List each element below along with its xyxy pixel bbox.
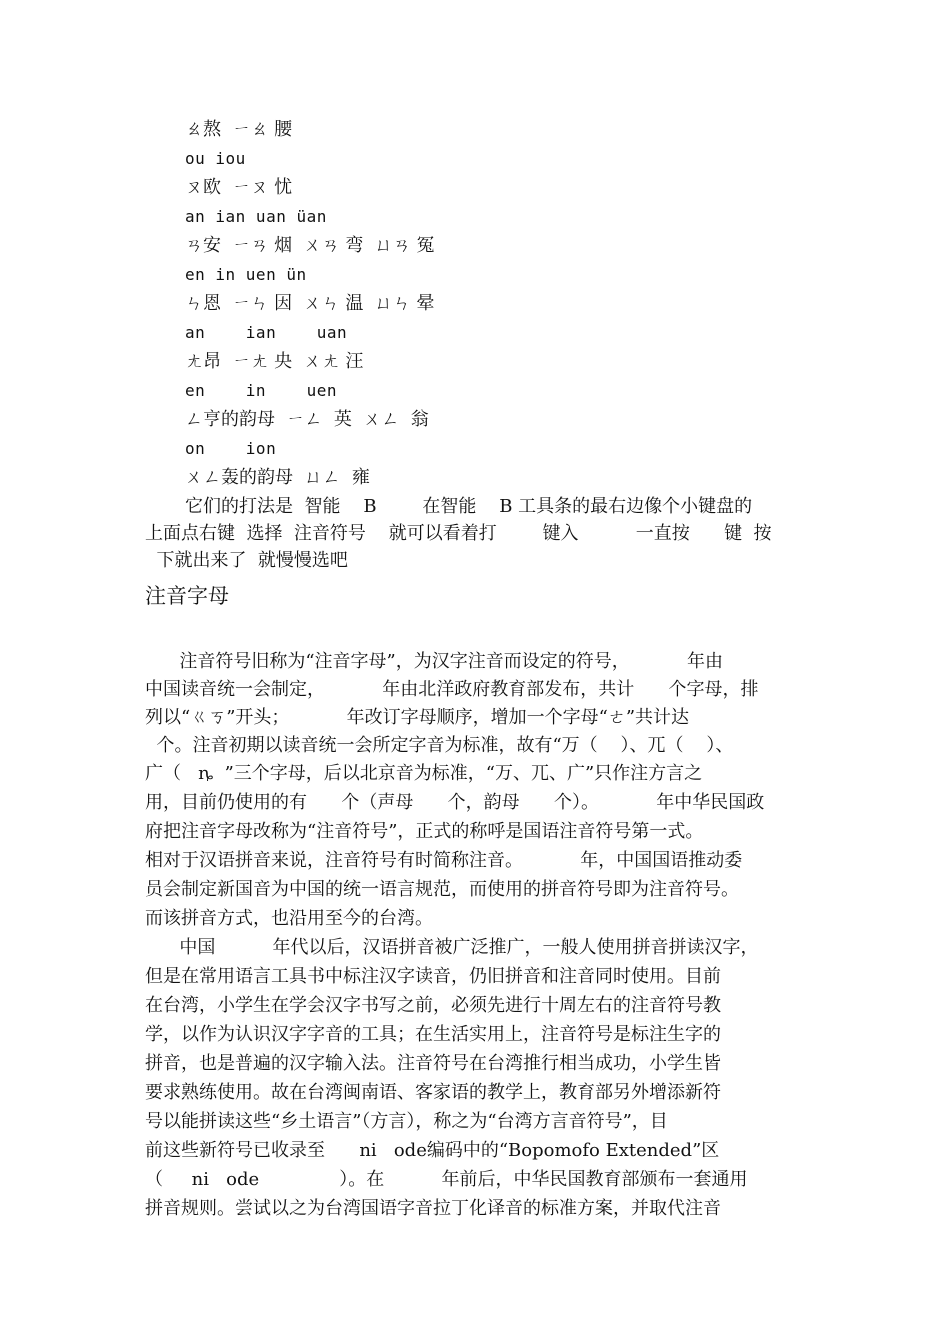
list-line: ㄡ欧 ㄧㄡ 忧 (185, 177, 293, 198)
list-line: ㄨㄥ轰的韵母 ㄩㄥ 雍 (185, 467, 370, 488)
body-line: 中国读音统一会制定， 年由北洋政府教育部发布，共计 个字母，排 (145, 679, 759, 700)
body-line: 注音符号旧称为“注音字母”，为汉字注音而设定的符号， 年由 (145, 651, 723, 672)
body-line: 而该拼音方式，也沿用至今的台湾。 (145, 908, 433, 929)
list-line: ㄣ恩 ㄧㄣ 因 ㄨㄣ 温 ㄩㄣ 晕 (185, 293, 435, 314)
body-line: 号以能拼读这些“乡土语言”（方言），称之为“台湾方言音符号”，目 (145, 1111, 668, 1132)
list-line: en in uen (185, 381, 337, 400)
body-line: 拼音规则。尝试以之为台湾国语字音拉丁化译音的标准方案，并取代注音 (145, 1198, 721, 1219)
instruction-line: 下就出来了 就慢慢选吧 (145, 550, 348, 571)
body-line: 府把注音字母改称为“注音符号”，正式的称呼是国语注音符号第一式。 (145, 821, 704, 842)
instruction-line: 它们的打法是 智能 B 在智能 B 工具条的最右边像个小键盘的 (185, 496, 753, 517)
section-title: 注音字母 (145, 584, 229, 608)
body-line: 学，以作为认识汉字字音的工具；在生活实用上，注音符号是标注生字的 (145, 1024, 721, 1045)
list-line: on ion (185, 439, 277, 458)
list-line: an ian uan (185, 323, 348, 342)
list-line: ㄤ昂 ㄧㄤ 央 ㄨㄤ 汪 (185, 351, 364, 372)
body-line: 中国 年代以后，汉语拼音被广泛推广，一般人使用拼音拼读汉字， (145, 937, 759, 958)
body-line: 列以“ㄍㄎ”开头； 年改订字母顺序，增加一个字母“ㄜ”共计达 (145, 707, 690, 728)
body-line: 员会制定新国音为中国的统一语言规范，而使用的拼音符号即为注音符号。 (145, 879, 739, 900)
body-line: （ ni ode ）。在 年前后，中华民国教育部颁布一套通用 (145, 1169, 748, 1190)
body-line: 但是在常用语言工具书中标注汉字读音，仍旧拼音和注音同时使用。目前 (145, 966, 721, 987)
body-line: 前这些新符号已收录至 ni ode编码中的“Bopomofo Extended”区 (145, 1140, 720, 1161)
instruction-line: 上面点右键 选择 注音符号 就可以看着打 键入 一直按 键 按 (145, 523, 772, 544)
body-line: 在台湾，小学生在学会汉字书写之前，必须先进行十周左右的注音符号教 (145, 995, 721, 1016)
body-line: 拼音，也是普遍的汉字输入法。注音符号在台湾推行相当成功，小学生皆 (145, 1053, 721, 1074)
list-line: ou iou (185, 149, 246, 168)
list-line: ㄠ熬 ㄧㄠ 腰 (185, 119, 293, 140)
body-line: 相对于汉语拼音来说，注音符号有时简称注音。 年，中国国语推动委 (145, 850, 743, 871)
list-line: ㄢ安 ㄧㄢ 烟 ㄨㄢ 弯 ㄩㄢ 冤 (185, 235, 435, 256)
body-line: 要求熟练使用。故在台湾闽南语、客家语的教学上，教育部另外增添新符 (145, 1082, 721, 1103)
body-line: 用，目前仍使用的有 个（声母 个，韵母 个）。 年中华民国政 (145, 792, 765, 813)
list-line: en in uen ün (185, 265, 307, 284)
list-line: ㄥ亨的韵母 ㄧㄥ 英 ㄨㄥ 翁 (185, 409, 429, 430)
list-line: an ian uan üan (185, 207, 327, 226)
body-line: 个。注音初期以读音统一会所定字音为标准，故有“万（ ）、兀（ ）、 (145, 735, 734, 756)
body-line: 广（ ȵ ”三个字母，后以北京音为标准，“万、兀、广”只作注方言之 (145, 763, 703, 784)
